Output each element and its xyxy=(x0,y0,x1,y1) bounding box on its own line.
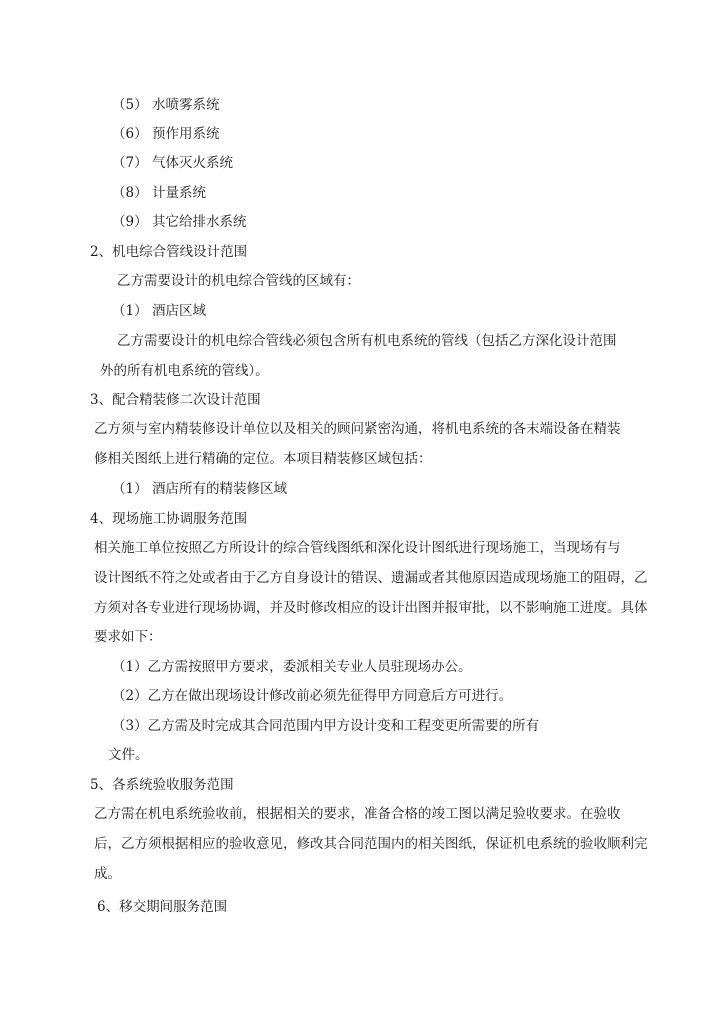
list-text: 酒店所有的精装修区域 xyxy=(152,481,287,497)
paragraph-text: 要求如下： xyxy=(94,629,162,645)
list-text: 其它给排水系统 xyxy=(152,214,247,230)
paragraph-text: 外的所有机电系统的管线）。 xyxy=(100,363,269,379)
list-text: 酒店区域 xyxy=(152,303,206,319)
list-number: （1） xyxy=(112,303,148,319)
list-item xyxy=(112,302,206,320)
list-number: （7） xyxy=(112,155,148,171)
list-item xyxy=(112,213,247,231)
list-number: （1） xyxy=(112,481,148,497)
paragraph-text: 方须对各专业进行现场协调，并及时修改相应的设计出图并报审批，以不影响施工进度。具体 xyxy=(94,600,648,616)
list-text: 计量系统 xyxy=(152,185,206,201)
paragraph-text: 乙方须与室内精装修设计单位以及相关的顾问紧密沟通，将机电系统的各末端设备在精装 xyxy=(94,421,621,437)
list-number: （8） xyxy=(112,185,148,201)
section-heading-5: 5、各系统验收服务范围 xyxy=(90,777,234,793)
list-item xyxy=(112,184,206,202)
paragraph-text: 乙方需在机电系统验收前，根据相关的要求，准备合格的竣工图以满足验收要求。在验收 xyxy=(94,806,621,822)
section-heading-3: 3、配合精装修二次设计范围 xyxy=(90,392,261,408)
list-number: （6） xyxy=(112,126,148,142)
list-item: （1）乙方需按照甲方要求，委派相关专业人员驻现场办公。 xyxy=(112,659,472,675)
list-item: （2）乙方在做出现场设计修改前必须先征得甲方同意后方可进行。 xyxy=(112,688,513,704)
section-heading-4: 4、现场施工协调服务范围 xyxy=(90,511,248,527)
section-heading-2: 2、机电综合管线设计范围 xyxy=(90,244,248,260)
list-text: 预作用系统 xyxy=(152,126,220,142)
list-number: （5） xyxy=(112,97,148,113)
list-item xyxy=(112,96,220,114)
list-item xyxy=(112,154,233,172)
paragraph-text: 相关施工单位按照乙方所设计的综合管线图纸和深化设计图纸进行现场施工，当现场有与 xyxy=(94,540,621,556)
paragraph-text: 乙方需要设计的机电综合管线必须包含所有机电系统的管线（包括乙方深化设计范围 xyxy=(117,333,617,349)
list-item: （3）乙方需及时完成其合同范围内甲方设计变和工程变更所需要的所有 xyxy=(112,718,540,734)
section-heading-6: 6、移交期间服务范围 xyxy=(97,899,228,915)
paragraph-text: 乙方需要设计的机电综合管线的区域有： xyxy=(117,273,360,289)
paragraph-text: 文件。 xyxy=(108,747,149,763)
paragraph-text: 后，乙方须根据相应的验收意见，修改其合同范围内的相关图纸，保证机电系统的验收顺利完 xyxy=(94,836,648,852)
list-text: 气体灭火系统 xyxy=(152,155,233,171)
list-text: 水喷雾系统 xyxy=(152,97,220,113)
list-item xyxy=(112,480,287,498)
paragraph-text: 设计图纸不符之处或者由于乙方自身设计的错误、遗漏或者其他原因造成现场施工的阻碍，乙 xyxy=(94,570,648,586)
list-number: （9） xyxy=(112,214,148,230)
paragraph-text: 成。 xyxy=(94,866,121,882)
paragraph-text: 修相关图纸上进行精确的定位。本项目精装修区域包括： xyxy=(94,451,432,467)
list-item xyxy=(112,125,220,143)
